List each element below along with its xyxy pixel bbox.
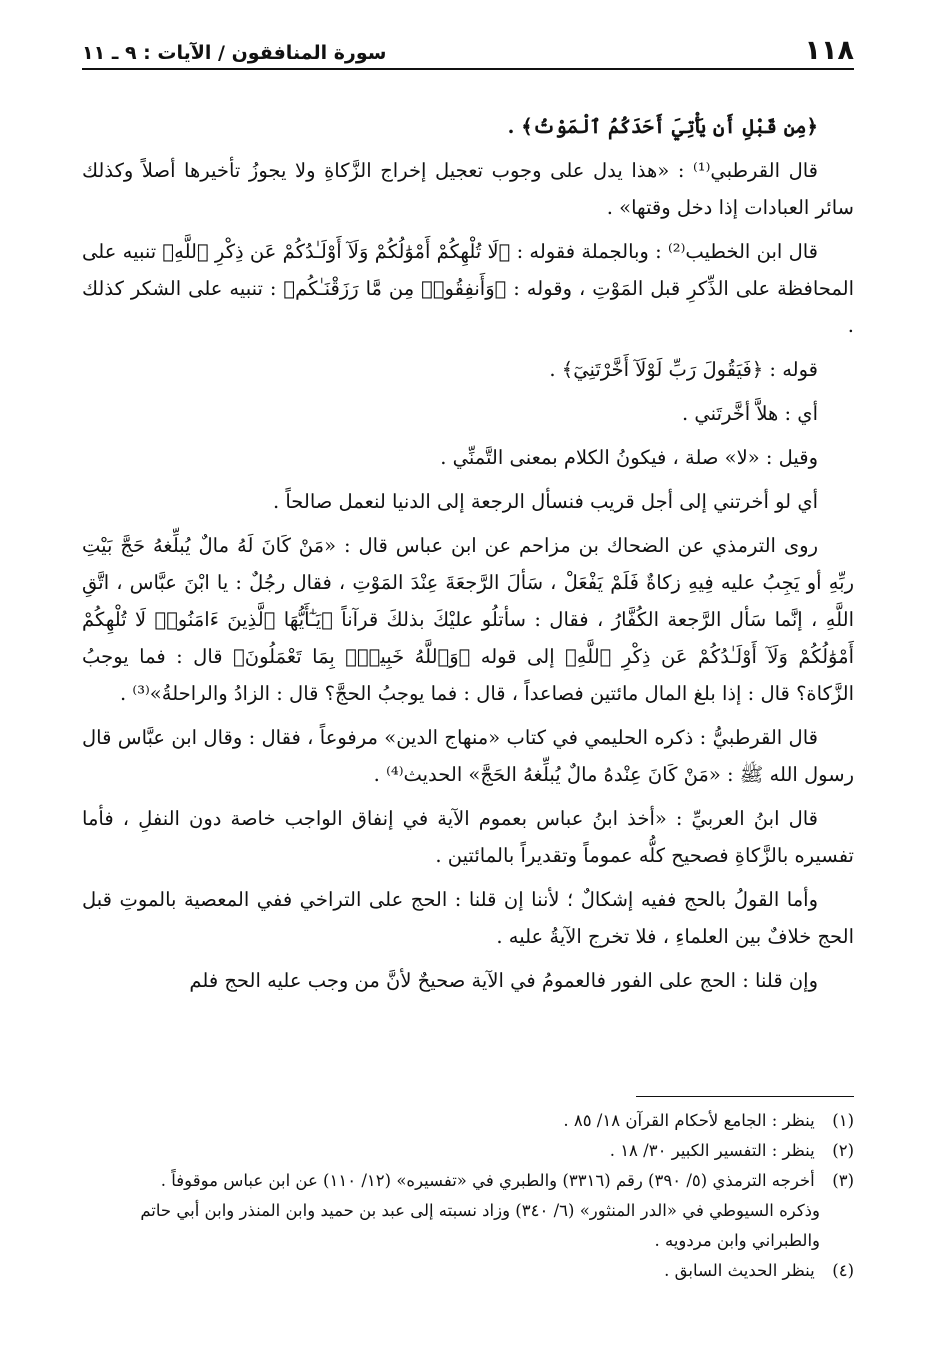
paragraph-7: أي لو أخرتني إلى أجل قريب فنسأل الرجعة إلى الدنيا لنعمل صالحاً .: [272, 490, 818, 513]
paragraph-4: قوله : ﴿فَيَقُولَ رَبِّ لَوْلَآ أَخَّرْتَنِيٓ﴾ .: [549, 358, 818, 381]
footnote-1: [82, 1106, 854, 1136]
footnote-4: [82, 1256, 854, 1286]
paragraph-5: أي : هلاَّ أخَّرتَني .: [682, 402, 818, 425]
body-text: [82, 108, 854, 1006]
paragraph-2: قال القرطبي⁽¹⁾ : «هذا يدل على وجوب تعجيل إخراج الزَّكاةِ ولا يجوزُ تأخيرها أصلاً وكذلك سائر العبادات إذا دخل وقتها» .: [82, 159, 854, 219]
paragraph-3: قال ابن الخطيب⁽²⁾ : وبالجملة فقوله : ﴿لَا تُلْهِكُمْ أَمْوَٰلُكُمْ وَلَآ أَوْلَـٰدُكُمْ عَن ذِكْرِ ٱللَّهِ﴾ تنبيه على المحافظة على الذِّكرِ قبل المَوْتِ ، وقوله : ﴿وَأَنفِقُوا۟ مِن مَّا رَزَقْنَـٰكُم﴾ : تنبيه على الشكر كذلك .: [82, 240, 854, 337]
footnote-number: (٢): [832, 1141, 854, 1160]
footnote-text: ينظر : الجامع لأحكام القرآن ١٨/ ٨٥ .: [563, 1111, 815, 1130]
paragraph-12: وإن قلنا : الحج على الفور فالعمومُ في الآية صحيحٌ لأنَّ من وجب عليه الحج فلم: [189, 969, 818, 992]
footnote-text: ينظر : التفسير الكبير ٣٠/ ١٨ .: [609, 1141, 815, 1160]
paragraph-11: وأما القولُ بالحج ففيه إشكالٌ ؛ لأننا إن قلنا : الحج على التراخي ففي المعصية بالموتِ قبل الحج خلافٌ بين العلماءِ ، فلا تخرج الآيةُ عليه .: [82, 888, 854, 948]
footnote-number: (١): [832, 1111, 854, 1130]
paragraph-10: قال ابنُ العربيِّ : «أخذ ابنُ عباس بعموم الآية في إنفاق الواجب خاصة دون النفلِ ، فأما تفسيره بالزَّكاةِ فصحيح كلُّه عموماً وتقديراً بالمائتين .: [82, 807, 854, 867]
footnote-text: وذكره السيوطي في «الدر المنثور» (٦/ ٣٤٠) وزاد نسبته إلى عبد بن حميد وابن المنذر وابن أبي حاتم والطبراني وابن مردويه .: [140, 1201, 820, 1250]
footnotes: [82, 1106, 854, 1286]
page-number: ١١٨: [804, 35, 854, 66]
footnote-2: [82, 1136, 854, 1166]
footnote-3-continued: [82, 1196, 854, 1256]
footnote-number: (٣): [832, 1171, 854, 1190]
footnote-text: أخرجه الترمذي (٥/ ٣٩٠) رقم (٣٣١٦) والطبري في «تفسيره» (١٢/ ١١٠) عن ابن عباس موقوفاً .: [160, 1171, 815, 1190]
paragraph-8: روى الترمذي عن الضحاك بن مزاحم عن ابن عباس قال : «مَنْ كَانَ لَهُ مالٌ يُبلِّغهُ حَجَّ بَيْتِ ربِّهِ أو يَجِبُ عليه فِيهِ زكاةٌ فَلَمْ يَفْعَلْ ، سَألَ الرَّجعَةَ عِنْدَ المَوْتِ ، فقال رجُلٌ : يا ابْنَ عبَّاس ، اتَّقِ اللَّهِ ، إنَّما سَأل الرَّجعة الكُفَّارُ ، فقال : سأتلُو عليْكَ بذلكَ قرآناً ﴿يَـٰٓأَيُّهَا ٱلَّذِينَ ءَامَنُوا۟ لَا تُلْهِكُمْ أَمْوَٰلُكُمْ وَلَآ أَوْلَـٰدُكُمْ عَن ذِكْرِ ٱللَّهِ﴾ إلى قوله ﴿وَٱللَّهُ خَبِيرٌۢ بِمَا تَعْمَلُونَ﴾ قال : فما يوجبُ الزَّكاة؟ قال : إذا بلغ المال مائتين فصاعداً ، قال : فما يوجبُ الحجَّ؟ قال : الزادُ والراحلةُ»⁽³⁾ .: [82, 534, 854, 705]
header-rule: [82, 68, 854, 70]
paragraph-9: قال القرطبيُّ : ذكره الحليمي في كتاب «منهاج الدين» مرفوعاً ، فقال : وقال ابن عبَّاس قال رسول الله ﷺ : «مَنْ كَانَ عِنْدهُ مالٌ يُبلِّغهُ الحَجَّ» الحديث⁽⁴⁾ .: [82, 726, 854, 786]
page-header: [82, 34, 854, 70]
footnote-3: [82, 1166, 854, 1196]
footnote-text: ينظر الحديث السابق .: [664, 1261, 815, 1280]
paragraph-6: وقيل : «لا» صلة ، فيكونُ الكلام بمعنى التَّمنِّي .: [440, 446, 818, 469]
footnote-number: (٤): [832, 1261, 854, 1280]
footnote-rule: [636, 1096, 854, 1097]
paragraph-1: ﴿مِن قَبْلِ أَن يَأْتِيَ أَحَدَكُمُ ٱلْمَوْتُ﴾ .: [507, 115, 818, 138]
running-title: سورة المنافقون / الآيات : ٩ ـ ١١: [82, 42, 387, 64]
